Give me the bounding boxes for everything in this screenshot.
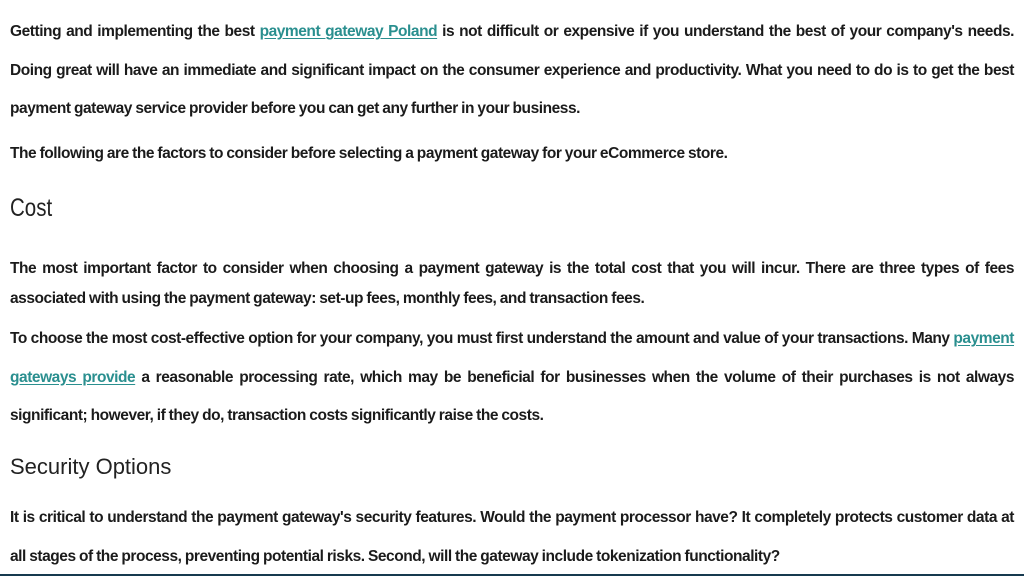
payment-gateways-provide-link[interactable]: payment gateways provide <box>10 330 1014 386</box>
cost-heading: Cost <box>10 194 53 222</box>
cost-paragraph-2 <box>10 320 1014 436</box>
document-body <box>10 0 1014 576</box>
cost-paragraph-1: The most important factor to consider when choosing a payment gateway is the total cost that you will incur. There are three types of fees associated with using the payment gateway: set-up fees, monthly fees, and transaction fees. <box>10 260 1014 307</box>
intro-text-before-link: Getting and implementing the best <box>10 23 260 40</box>
cost-paragraph-2-text-before-link: To choose the most cost-effective option for your company, you must first understand the amount and value of your transactions. Many <box>10 330 954 347</box>
factors-sentence: The following are the factors to consider before selecting a payment gateway for your eCommerce store. <box>10 145 728 162</box>
intro-text-after-link: is not difficult or expensive if you understand the best of your company's needs. Doing great will have an immediate and significant impact on the consumer experience and productivity. What you need to do is to get the best payment gateway service provider before you can get any further in your business. <box>10 23 1014 117</box>
intro-paragraph <box>10 13 1014 129</box>
cost-paragraph-2-text-after-link: a reasonable processing rate, which may be beneficial for businesses when the volume of their purchases is not always significant; however, if they do, transaction costs significantly raise the costs. <box>10 368 1014 424</box>
security-options-heading: Security Options <box>10 454 172 479</box>
payment-gateway-poland-link[interactable]: payment gateway Poland <box>259 23 438 40</box>
security-paragraph: It is critical to understand the payment gateway's security features. Would the payment processor have? It completely protects customer data at all stages of the process, preventing potential risks. Second, will the gateway include tokenization functionality? <box>10 509 1014 565</box>
